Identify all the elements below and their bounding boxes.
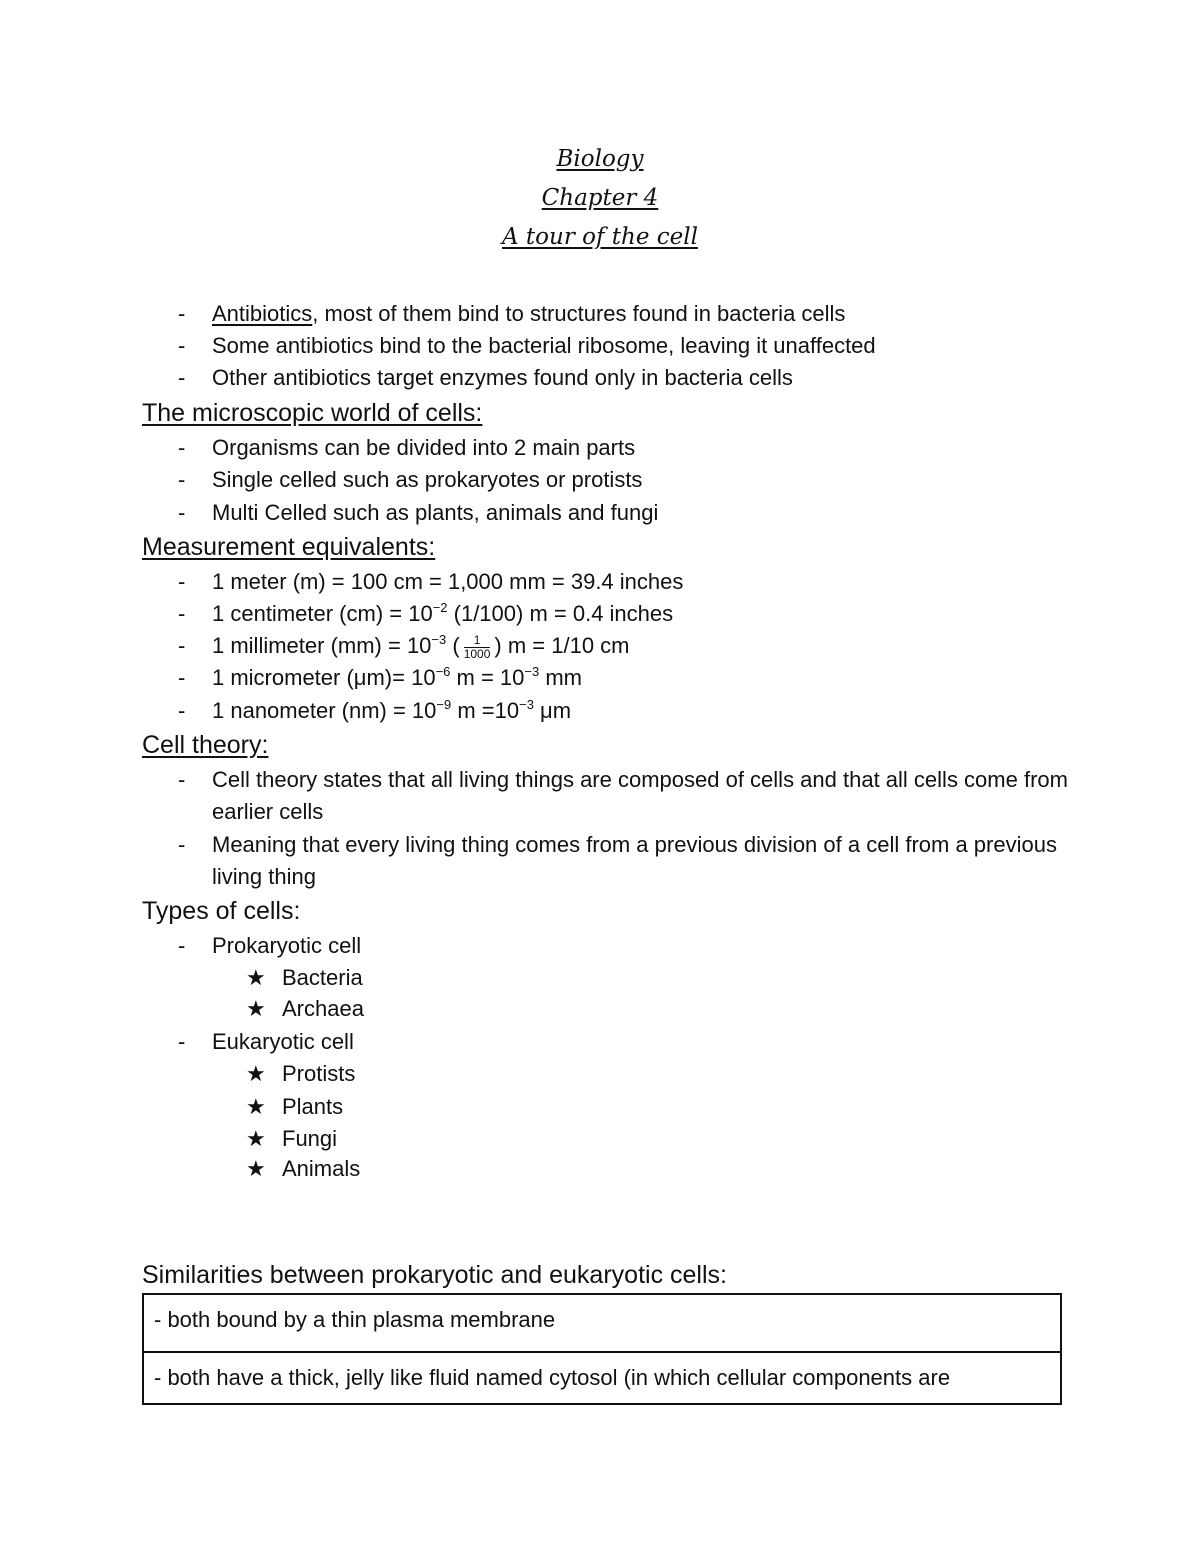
- antibiotics-term: Antibiotics: [212, 301, 313, 326]
- measurement-micrometer: 1 micrometer $(\mu m)= 10^{-6}$ $m = 10^{-3}$ mm: [212, 664, 582, 690]
- dash-bullet: -: [178, 301, 186, 326]
- dash-bullet: -: [178, 500, 186, 525]
- list-item-text: Some antibiotics bind to the bacterial ribosome, leaving it unaffected: [212, 333, 876, 358]
- list-item-text: Organisms can be divided into 2 main parts: [212, 435, 636, 460]
- heading-measurement: Measurement equivalents:: [142, 533, 436, 561]
- table-row: - both have a thick, jelly like fluid named cytosol (in which cellular components are: [144, 1351, 1060, 1403]
- measurement-centimeter: 1 centimeter $(cm) = 10^{-2}$ (1/100) m = 0.4 inches: [212, 600, 674, 626]
- list-item: [178, 764, 1078, 828]
- sub-item-text: Protists: [282, 1061, 356, 1086]
- measurement-nanometer: 1 nanometer $(nm) = 10^{-9}$ $m =10^{-3}$ μm: [212, 697, 572, 723]
- list-item: [178, 829, 1078, 893]
- list-item-text: Single celled such as prokaryotes or protists: [212, 467, 643, 492]
- star-icon: ★: [246, 996, 266, 1021]
- dash-bullet: -: [178, 569, 186, 594]
- list-item-text: , most of them bind to structures found in bacteria cells: [312, 301, 846, 326]
- fraction: $\frac{1}{1000}$: [463, 632, 491, 661]
- dash-bullet: -: [178, 665, 186, 690]
- star-icon: ★: [246, 1061, 266, 1086]
- sub-item-text: Bacteria: [282, 965, 363, 990]
- star-icon: ★: [246, 1156, 266, 1181]
- dash-bullet: -: [178, 767, 186, 792]
- similarities-table: [142, 1293, 1062, 1405]
- sub-item-text: Plants: [282, 1094, 344, 1119]
- list-item-text: Cell theory states that all living things are composed of cells and that all cells come from earlier cells: [212, 767, 1068, 824]
- dash-bullet: -: [178, 832, 186, 857]
- measurement-millimeter: 1 millimeter $(mm) = 10^{-3}$ ( $\frac{1}{1000}$ ) m = 1/10 cm: [212, 632, 630, 661]
- list-item-text: Other antibiotics target enzymes found only in bacteria cells: [212, 365, 793, 390]
- dash-bullet: -: [178, 333, 186, 358]
- title-chapter: Chapter 4: [541, 185, 659, 211]
- heading-types-of-cells: Types of cells:: [142, 897, 301, 925]
- dash-bullet: -: [178, 467, 186, 492]
- heading-similarities: Similarities between prokaryotic and eukaryotic cells:: [142, 1261, 727, 1289]
- dash-bullet: -: [178, 435, 186, 460]
- dash-bullet: -: [178, 1029, 186, 1054]
- table-row: - both bound by a thin plasma membrane: [154, 1307, 556, 1332]
- star-icon: ★: [246, 1094, 266, 1119]
- measurement-meter: 1 meter (m) = 100 cm = 1,000 mm = 39.4 inches: [212, 569, 684, 594]
- title-subject: Biology: [556, 146, 644, 172]
- dash-bullet: -: [178, 698, 186, 723]
- sub-item-text: Animals: [282, 1156, 361, 1181]
- star-icon: ★: [246, 965, 266, 990]
- dash-bullet: -: [178, 601, 186, 626]
- eukaryotic-label: Eukaryotic cell: [212, 1029, 354, 1054]
- dash-bullet: -: [178, 933, 186, 958]
- list-item-text: Multi Celled such as plants, animals and fungi: [212, 500, 659, 525]
- dash-bullet: -: [178, 633, 186, 658]
- heading-cell-theory: Cell theory:: [142, 731, 269, 759]
- list-item-text: Meaning that every living thing comes from a previous division of a cell from a previous living thing: [212, 832, 1057, 889]
- dash-bullet: -: [178, 365, 186, 390]
- heading-microscopic-world: The microscopic world of cells:: [142, 399, 483, 427]
- sub-item-text: Archaea: [282, 996, 364, 1021]
- prokaryotic-label: Prokaryotic cell: [212, 933, 362, 958]
- star-icon: ★: [246, 1126, 266, 1151]
- title-topic: A tour of the cell: [502, 224, 698, 250]
- sub-item-text: Fungi: [282, 1126, 338, 1151]
